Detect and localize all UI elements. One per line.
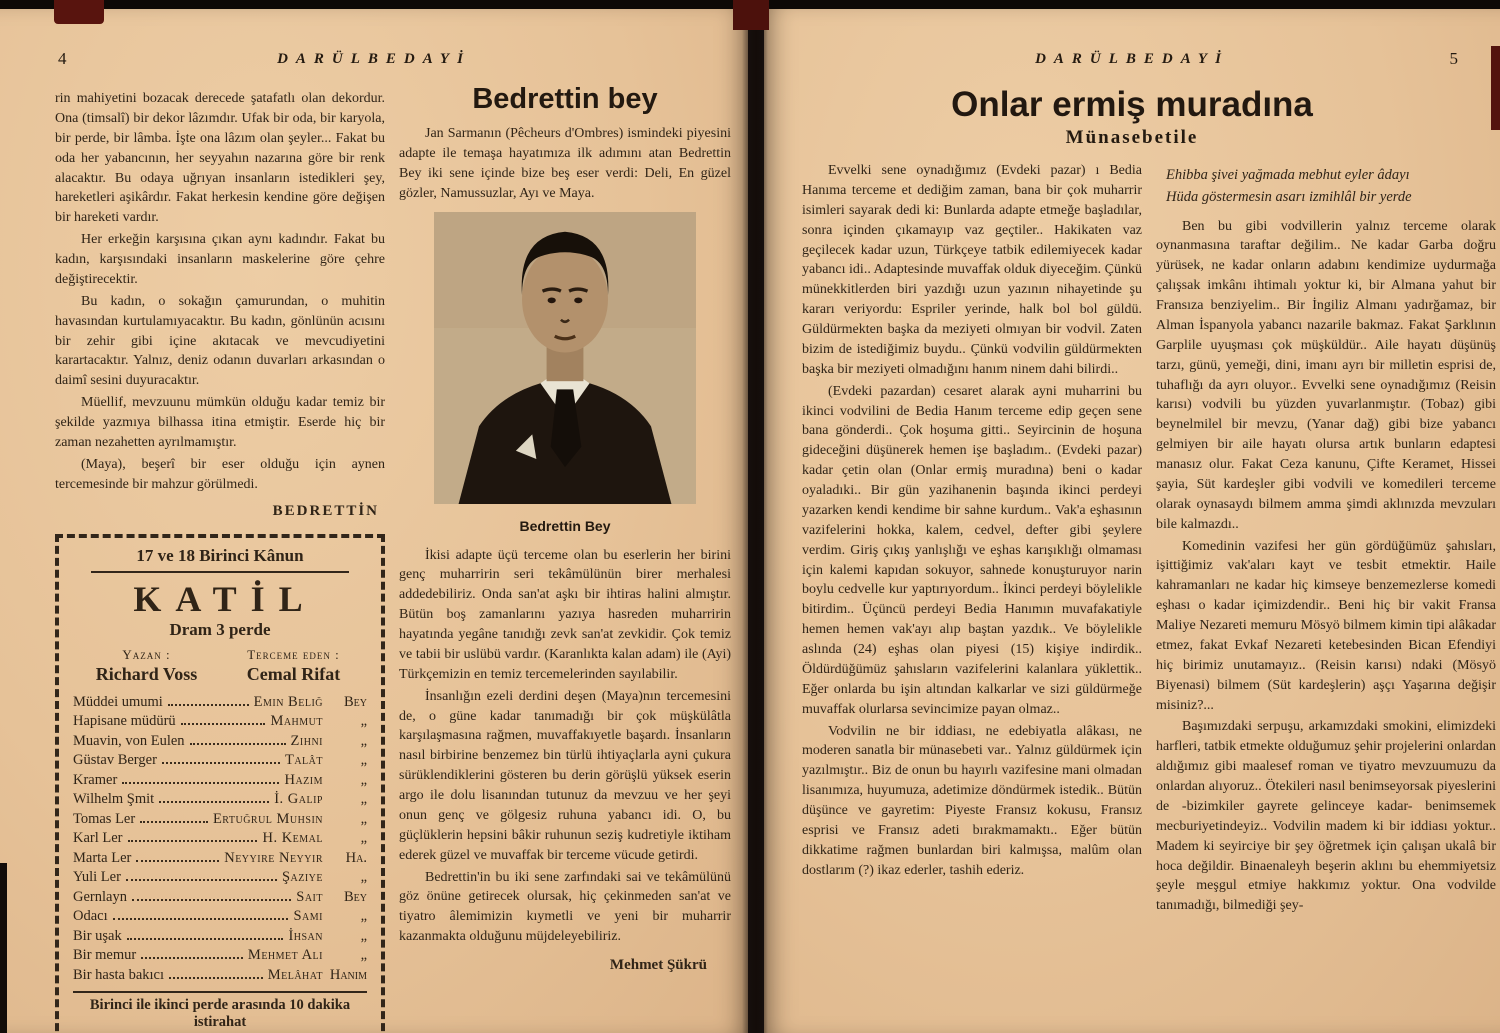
cast-actor: Sait bbox=[296, 888, 323, 905]
dot-leader bbox=[113, 918, 289, 920]
dot-leader bbox=[122, 782, 279, 784]
journal-title-left: DARÜLBEDAYİ bbox=[277, 51, 471, 67]
cast-honorific: „ bbox=[360, 713, 367, 730]
cast-row bbox=[73, 868, 367, 888]
playbill-date: 17 ve 18 Birinci Kânun bbox=[136, 545, 304, 565]
cast-actor: Melâhat bbox=[267, 966, 323, 983]
cast-row bbox=[73, 712, 367, 732]
cast-honorific: Bey bbox=[343, 693, 367, 710]
cast-honorific: „ bbox=[360, 810, 367, 827]
article-heading: Bedrettin bey bbox=[472, 83, 658, 115]
cast-honorific: Ha. bbox=[345, 849, 367, 866]
cast-role: Müddei umumi bbox=[73, 693, 163, 710]
author-credit bbox=[73, 647, 220, 685]
cast-honorific: „ bbox=[360, 927, 367, 944]
dot-leader bbox=[127, 938, 284, 940]
cast-role: Kramer bbox=[73, 771, 118, 788]
dot-leader bbox=[140, 821, 208, 823]
cast-row bbox=[73, 966, 367, 986]
cast-row bbox=[73, 810, 367, 830]
cast-honorific: Bey bbox=[343, 888, 367, 905]
cast-honorific: Hanım bbox=[329, 966, 367, 983]
paragraph: rin mahiyetini bozacak derecede şatafatlı olan dekordur. Ona (timsalî) bir dekor lâzımdır. Ufak bir oda, bir karyola, bir perde, bir lâmba. İşte ona lâzım olan şeyler... Fakat bu oda her yabancının, her seyyahın nazarına göre bir renk alacaktır. Bu odaya uğrıyan insanların istedikleri şey, hareketleri aşikârdır. Fakat herkesin kendine göre değişen bir hareketi vardır. bbox=[55, 91, 385, 226]
cast-actor: H. Kemal bbox=[262, 830, 323, 847]
cast-row bbox=[73, 751, 367, 771]
play-subtitle: Dram 3 perde bbox=[169, 619, 271, 639]
cast-role: Odacı bbox=[73, 908, 108, 925]
cast-role: Güstav Berger bbox=[73, 752, 157, 769]
cast-role: Tomas Ler bbox=[73, 810, 136, 827]
cast-role: Bir uşak bbox=[73, 927, 122, 944]
dot-leader bbox=[169, 977, 263, 979]
paragraph: Vodvilin ne bir iddiası, ne edebiyatla alâkası, ne moderen sanatla bir münasebeti var.. Yalnız güldürmek için yazılmıştır.. Biz de onun bu hayırlı vazifesine mani olmadan lisanımıza, huyumuza, adetimize döndürmek istedik.. Bütün düşünce ve gayretim: Piyeste Fransız kokusu, Fransız esprisi ve Fransız adeti bırakmamaktı.. Eğer bütün dikkatime rağmen bunlardan biri kalmışsa, malûm olan dostlarım (?) ikaz ederler, tashih ederiz. bbox=[802, 723, 1142, 878]
cast-row bbox=[73, 946, 367, 966]
feature-title: Onlar ermiş muradına bbox=[951, 85, 1313, 124]
epigraph bbox=[1166, 165, 1496, 209]
translator-label: Terceme eden : bbox=[247, 646, 340, 662]
author-name: Richard Voss bbox=[95, 663, 198, 684]
cast-actor: Şaziye bbox=[281, 869, 323, 886]
cast-role: Bir memur bbox=[73, 947, 137, 964]
cast-actor: İ. Galip bbox=[274, 791, 323, 808]
paragraph: Bedrettin'in bu iki sene zarfındaki sai ve tekâmülünü göz önüne getirecek olursak, hiç çekinmeden san'at ve tiyatro âlemimizin kıymetli ve yeni bir muharrir kazanmakta olduğunu müjdeleyebiliriz. bbox=[399, 869, 731, 945]
page-gutter bbox=[742, 0, 768, 1033]
scan-edge-artifact bbox=[0, 863, 7, 1033]
running-head-left bbox=[0, 51, 748, 68]
column-paragraphs bbox=[55, 89, 385, 495]
dot-leader bbox=[159, 801, 269, 803]
running-head-right bbox=[764, 51, 1500, 68]
feature-subtitle: Münasebetile bbox=[1065, 127, 1199, 148]
cast-role: Yuli Ler bbox=[73, 869, 121, 886]
cast-row bbox=[73, 829, 367, 849]
cast-row bbox=[73, 771, 367, 791]
cast-honorific: „ bbox=[360, 869, 367, 886]
author-label: Yazan : bbox=[122, 646, 171, 662]
column-paragraphs bbox=[802, 161, 1142, 881]
cast-actor: Talât bbox=[284, 752, 323, 769]
cast-row bbox=[73, 693, 367, 713]
cast-list bbox=[73, 693, 367, 986]
cast-actor: Neyyire Neyyir bbox=[224, 849, 323, 866]
cast-actor: Zihni bbox=[290, 732, 323, 749]
dot-leader bbox=[132, 899, 291, 901]
article-intro: Jan Sarmanın (Pêcheurs d'Ombres) ismindeki piyesini adapte ile temaşa hayatımıza ilk adımını atan Bedrettin Bey iki sene içinde bize beş eser verdi: Deli, En güzel gözler, Namussuzlar, Ayı ve Maya. bbox=[399, 126, 731, 201]
cast-actor: Ertuğrul Muhsin bbox=[212, 810, 323, 827]
page-number-right: 5 bbox=[1449, 49, 1458, 68]
page-number-left: 4 bbox=[58, 49, 67, 68]
scan-red-mark bbox=[1491, 46, 1500, 130]
cast-honorific: „ bbox=[360, 830, 367, 847]
playbill-box bbox=[55, 534, 385, 1033]
cast-row bbox=[73, 907, 367, 927]
cast-actor: Mahmut bbox=[270, 713, 323, 730]
column-paragraphs bbox=[1156, 217, 1496, 917]
cast-honorific: „ bbox=[360, 732, 367, 749]
play-title: KATİL bbox=[133, 578, 317, 619]
cast-role: Karl Ler bbox=[73, 830, 123, 847]
left-page-column-2 bbox=[399, 83, 731, 1033]
page-right bbox=[764, 9, 1500, 1033]
photo-caption: Bedrettin Bey bbox=[519, 517, 611, 534]
playbill-rule bbox=[91, 571, 350, 573]
cast-honorific: „ bbox=[360, 752, 367, 769]
paragraph: İnsanlığın ezeli derdini deşen (Maya)nın tercemesini de, o güne kadar tanımadığı bir çok müşkülâtla karşılaşmasına rağmen, muvaffakıyetle başardı. İnsanların nasıl birbirine benzemez bin türlü ihtiyaçlarla ayni çukura sürüklendiklerini gösteren bu derin görüşlü yüksek eserin argo ile dolu lisanından tutunuz da mevzuu ve her şeyi onun genç ve gölgesiz ruhuna yabancı idi. O, bu güçlüklerin hepsini bâkir ruhunun seziş kudretiyle iktiham ederek güzel ve muvaffak bir terceme vücude getirdi. bbox=[399, 688, 731, 863]
right-page-column-1 bbox=[802, 161, 1142, 918]
cast-role: Marta Ler bbox=[73, 849, 132, 866]
cast-actor: Emin Beliğ bbox=[253, 693, 323, 710]
dot-leader bbox=[128, 840, 258, 842]
cast-actor: Hazım bbox=[284, 771, 323, 788]
playbill-footer: Birinci ile ikinci perde arasında 10 dakika istirahat bbox=[73, 991, 367, 1031]
page-left bbox=[0, 9, 748, 1033]
cast-role: Hapisane müdürü bbox=[73, 713, 176, 730]
right-page-column-2 bbox=[1156, 161, 1496, 918]
cast-row bbox=[73, 732, 367, 752]
paragraph: Bu kadın, o sokağın çamurundan, o muhitin havasından kurtulamıyacaktır. Bu kadın, gönlünün acısını bir zehir gibi içine akıtacak ve mevcudiyetini karartacaktır. Yalnız, deniz odanın duvarları arkasından o daimî sesini duyuracaktır. bbox=[55, 293, 385, 389]
paragraph: Her erkeğin karşısına çıkan aynı kadındır. Fakat bu kadın, karşısındaki insanların maskelerine göre çehre değiştirecektir. bbox=[55, 232, 385, 287]
dot-leader bbox=[126, 879, 277, 881]
portrait-illustration bbox=[434, 212, 696, 504]
paragraph: Komedinin vazifesi her gün gördüğümüz şahısları, işittiğimiz vak'aları kayt ve tesbit etmektir. Haile kahramanları ne kadar hiç kimseye benzemezlerse komedi eşhası o kadar içimizdendir.. Beni hiç bir vakit Fransa Maliye Nezareti memuru Mösyö bilmem kimin tipi alâkadar etmez, fakat Evkaf Nezareti ketebesinden Bican Efendiyi hiç birimiz unutamayız.. (Reisin karısı) ndaki (Mösyö Biyenasi) bilmem (Süt kardeşlerin) aşçı Yaşarına değişir misiniz?... bbox=[1156, 538, 1496, 713]
article-author-signature: Mehmet Şükrü bbox=[609, 957, 707, 973]
portrait-figure bbox=[434, 212, 696, 534]
paragraph: Evvelki sene oynadığımız (Evdeki pazar) ı Bedia Hanıma terceme et dediğim zaman, bana bir çok muharrir isimleri sayarak dedi ki: Bunlarda adapte etmeğe başladılar, sonra içinden çıkamayıp vaz geçtiler.. Hakikaten vaz geçilecek kadar uzun, Türkçeye tatbik edilemiyecek kadar yabancı idi.. Adaptesinde muvaffak olduk diyeceğim. Çünkü münekkitlerden biri yazdığı uzun yazının nihayetinde şu kararı veriyordu: Espriler yerinde, halk bol bol güldü. Güldürmekten başka da meziyeti olmıyan bir vodvil. Zaten bizim de istediğimiz buydu.. Çünkü vodvilin güldürmekten başka bir meziyeti olmadığını hanım ninem dahi bilirdi.. bbox=[802, 163, 1142, 377]
paragraph: İkisi adapte üçü terceme olan bu eserlerin her birini genç muharririn seri tekâmülünün birer merhalesi addedebiliriz. Onda san'at aşkı bir ihtiras halini almıştır. Bütün boş zamanlarını yazıya hasreden muharririn hayatında yegâne tanıdığı zevk san'at zevkidir. Çok temiz ve tabii bir uslübü vardır. (Karanlıkta kalan adam) ile (Ayi) Türkçemizin en temiz tercemelerinden sayılabilir. bbox=[399, 547, 731, 682]
paragraph: (Evdeki pazardan) cesaret alarak ayni muharrini bu ikinci vodvilini de Bedia Hanım terceme edip geçen sene bana gönderdi.. Çok hoşuma gitti.. Seyircinin de hoşuna gideceğini düşünerek hemen işe başladım.. (Evdeki pazar) kadar çetin olan (Onlar ermiş muradına) beni o kadar oyaladıki.. Bir gün yazihanenin başında ikinci perdeyi yazarken kendi kendime bir sahne kurdum.. Vak'a eşhasının vazifelerini hokka, kalem, cedvel, defter gibi şeylere verdim. Giriş çıkış yanlışlığı ve eşhas karışıklığı olmaması için kalemi kapıdan sokuyor, sahnede konuşturuyor narin boylu cedvelle kur yaptırıyordum.. İkinci perdeyi böylelikle bitirdim.. Üçüncü perdeyi Bedia Hanımın muvafakatiyle hemen hemen vak'ayı alıp baştan yazdık.. Ve böylelikle aslında (24) eşhas olan piyesi (15) kişiye indirdik.. Öldürdüğümüz şahısların vazifelerini kalanlara yüklettik.. Eğer onlarda bu işin altından kalkarlar ve sizi güldürmeğe muvaffak olurlarsa sevincimize payan olmaz.. bbox=[802, 383, 1142, 717]
cast-row bbox=[73, 927, 367, 947]
dot-leader bbox=[190, 743, 286, 745]
paragraph: Ben bu gibi vodvillerin yalnız terceme olarak oynanmasına taraftar değilim.. Ne kadar Garba doğru yürüsek, ne kadar onların adabını kendimize uydurmağa çalışsak imkânı ihtimalı yoktur ki, bir Almana yahut bir Fransıza benziyelim.. Bir İngiliz Almanı yadırğamaz, bir Alman İspanyola yabancı nazarile bakmaz. Fakat Şarklının Garplile uyuşması çok müşküldür.. Aile hayatı düşünüş tarzı, günü, yemeği, dini, imanı ayrı bir milletin esprisi de, tuhaflığı da ayrı oluyor.. Evvelki sene oynadığımız (Reisin karısı) vodvili bu yüzden yuvarlanmıştır. (Tobaz) gibi beynelmilel bir mevzu, (Yanar dağ) gibi bize yabancı gelmiyen bir aile hayatı olursa artık bunların edaptesi manasız olur. Fakat Ceza kanunu, Çifte Keramet, Hissei şayia, Süt kardeşler gibi vodvili ve komedileri terceme olarak oynasaydı bilmem amma şimdi aklınızda mevzuları bile kalmazdı.. bbox=[1156, 218, 1496, 532]
cast-role: Muavin, von Eulen bbox=[73, 732, 185, 749]
scan-red-mark bbox=[733, 0, 769, 30]
portrait-photo bbox=[434, 212, 696, 504]
cast-honorific: „ bbox=[360, 947, 367, 964]
feature-title-block bbox=[764, 85, 1500, 149]
paragraph: Başımızdaki serpuşu, arkamızdaki smokini, elimizdeki harfleri, tatbik etmekte olduğumuz şehir projelerini onlardan aldığımız gibi maalesef roman ve tiyatro mevzuumuzu da onlardan alıyoruz.. Ötekileri nasıl benimseyorsak piyeslerini de -bizimkiler gayrete gelinceye kadar- benimsemek mecburiyetindeyiz.. Vodvilin madem ki bir iddiası yoktur.. Madem ki seyirciye bir şey öğretmek için çalışan ukalâ bir hoca değildir. Binaenaleyh beşerin aklını bu ehemmiyetsiz şeyle meşgul etmiye hakkımız yoktur. Ona vodvilde tanımadığı, bilmediği şey- bbox=[1156, 719, 1496, 914]
dot-leader bbox=[141, 957, 243, 959]
article-paragraphs bbox=[399, 546, 731, 948]
translator-credit bbox=[220, 647, 367, 685]
epigraph-line: Ehibba şivei yağmada mebhut eyler âdayı bbox=[1166, 167, 1410, 183]
dot-leader bbox=[181, 723, 266, 725]
scan-red-mark bbox=[54, 0, 104, 24]
cast-actor: Sami bbox=[293, 908, 323, 925]
cast-actor: Mehmet Ali bbox=[247, 947, 323, 964]
paragraph: (Maya), beşerî bir eser olduğu için aynen tercemesinde bir mahzur görülmedi. bbox=[55, 456, 385, 492]
article-signature: BEDRETTİN bbox=[272, 502, 379, 519]
dot-leader bbox=[168, 704, 249, 706]
cast-role: Wilhelm Şmit bbox=[73, 791, 155, 808]
cast-role: Bir hasta bakıcı bbox=[73, 966, 165, 983]
cast-honorific: „ bbox=[360, 908, 367, 925]
cast-row bbox=[73, 849, 367, 869]
cast-role: Gernlayn bbox=[73, 888, 127, 905]
cast-row bbox=[73, 790, 367, 810]
dot-leader bbox=[162, 762, 280, 764]
paragraph: Müellif, mevzuunu mümkün olduğu kadar temiz bir şekilde yazmıya bilhassa itina etmiştir. Eserde hiç bir zaman nezahetten ayrılmamıştır. bbox=[55, 395, 385, 450]
cast-row bbox=[73, 888, 367, 908]
cast-honorific: „ bbox=[360, 771, 367, 788]
cast-honorific: „ bbox=[360, 791, 367, 808]
cast-actor: İhsan bbox=[288, 927, 323, 944]
epigraph-line: Hüda göstermesin asarı izmihlâl bir yerde bbox=[1166, 188, 1412, 205]
journal-title-right: DARÜLBEDAYİ bbox=[1035, 51, 1229, 67]
dot-leader bbox=[136, 860, 219, 862]
left-page-column-1 bbox=[55, 89, 385, 1033]
translator-name: Cemal Rifat bbox=[246, 663, 341, 684]
